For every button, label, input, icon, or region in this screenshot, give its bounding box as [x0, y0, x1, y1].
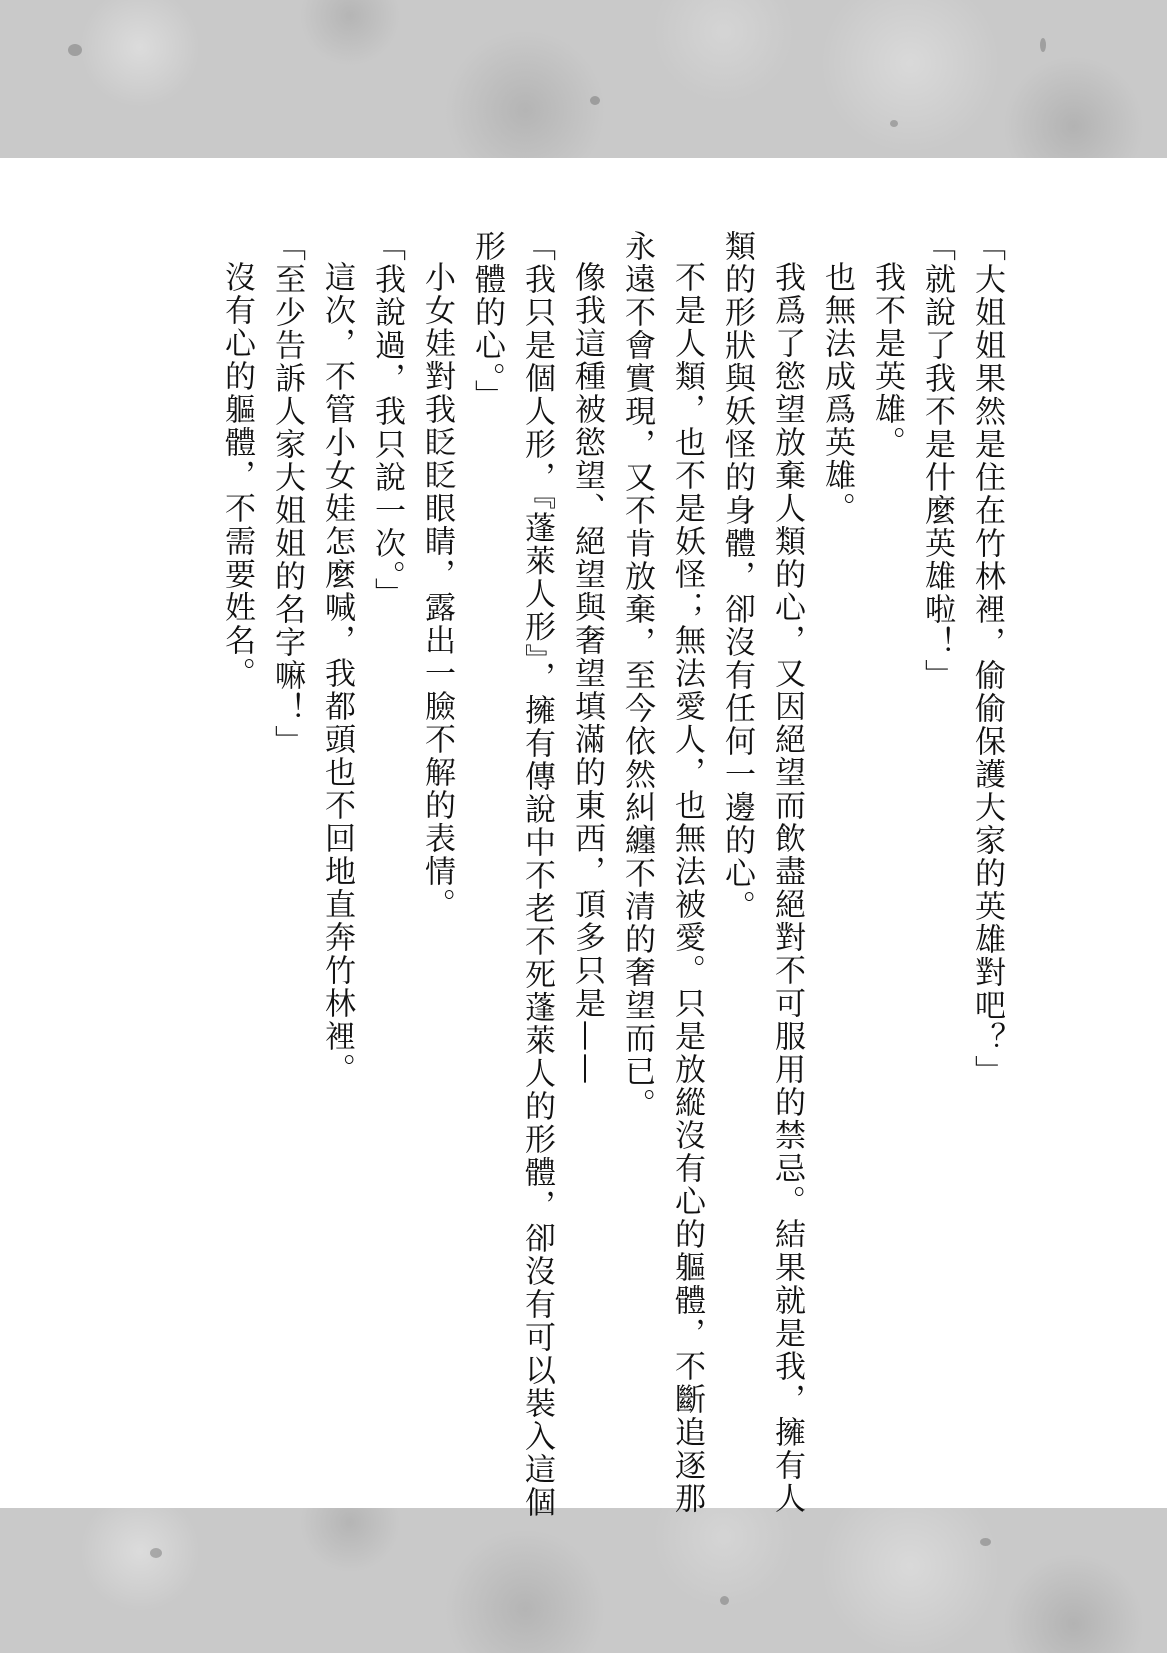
novel-text-column-block	[192, 230, 1012, 1520]
paragraph: 不是人類，也不是妖怪；無法愛人，也無法被愛。只是放縱沒有心的軀體，不斷追逐那永遠不會實現，又不肯放棄，至今依然糾纏不清的奢望而已。	[619, 230, 705, 1515]
paragraph: 也無法成爲英雄。	[819, 261, 855, 525]
texture-speck	[1040, 38, 1046, 52]
paragraph: 「大姐姐果然是住在竹林裡，偷偷保護大家的英雄對吧？」	[969, 230, 1005, 1088]
texture-speck	[720, 1596, 729, 1605]
texture-speck	[980, 1538, 991, 1546]
paragraph: 「至少告訴人家大姐姐的名字嘛！」	[269, 230, 305, 758]
texture-speck	[68, 44, 82, 56]
paragraph: 我爲了慾望放棄人類的心，又因絕望而飲盡絕對不可服用的禁忌。結果就是我，擁有人類的形狀與妖怪的身體，卻沒有任何一邊的心。	[719, 230, 805, 1515]
paragraph: 「我只是個人形，『蓬萊人形』，擁有傳說中不老不死蓬萊人的形體，卻沒有可以裝入這個形體的心。」	[469, 230, 555, 1519]
bottom-texture-band	[0, 1508, 1167, 1653]
paragraph: 像我這種被慾望、絕望與奢望填滿的東西，頂多只是——	[569, 261, 605, 1086]
paragraph: 小女娃對我眨眨眼睛，露出一臉不解的表情。	[419, 261, 455, 921]
paragraph: 我不是英雄。	[869, 261, 905, 459]
top-texture-band	[0, 0, 1167, 158]
paragraph: 「我說過，我只說一次。」	[369, 230, 405, 611]
paragraph: 這次，不管小女娃怎麼喊，我都頭也不回地直奔竹林裡。	[319, 261, 355, 1086]
texture-speck	[150, 1548, 162, 1558]
paragraph: 「就說了我不是什麼英雄啦！」	[919, 230, 955, 692]
paragraph: 沒有心的軀體，不需要姓名。	[219, 261, 255, 690]
texture-speck	[890, 120, 898, 127]
texture-speck	[590, 96, 600, 105]
